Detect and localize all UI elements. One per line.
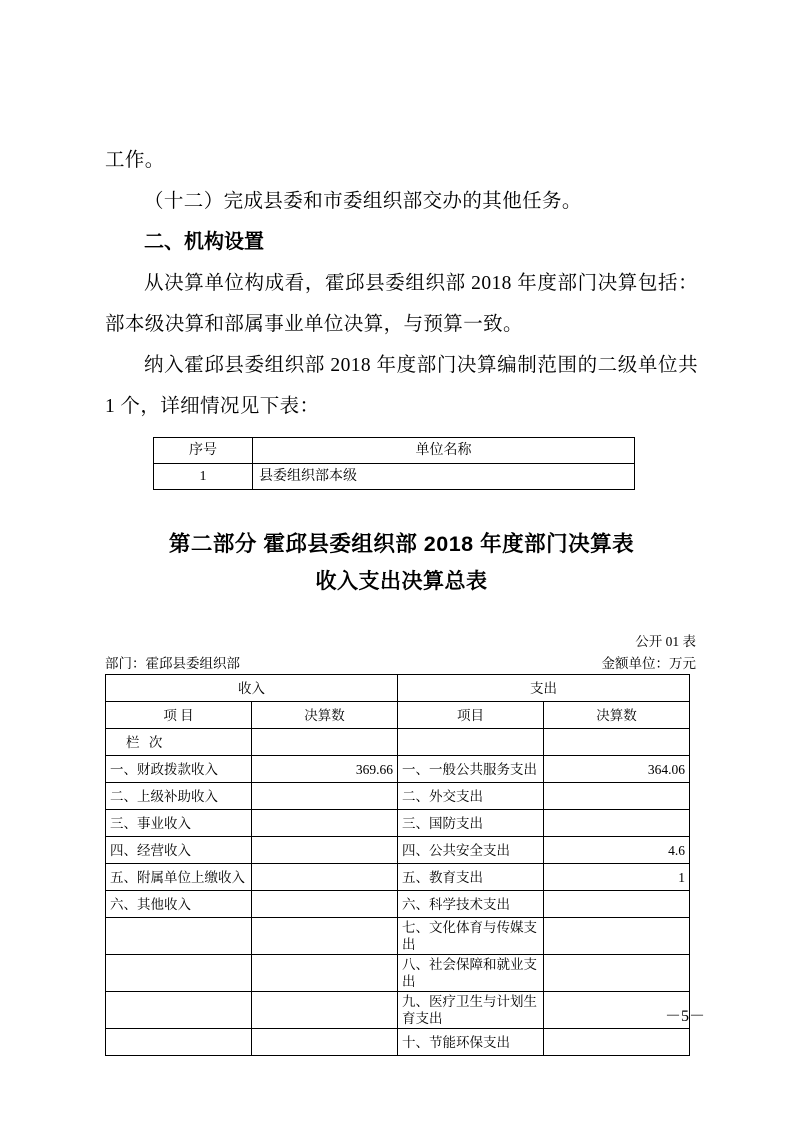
table-row: [106, 955, 690, 992]
table-row: [106, 992, 690, 1029]
income-item: 二、上级补助收入: [106, 783, 252, 810]
income-value: [252, 810, 398, 837]
table-row: [106, 891, 690, 918]
expense-item: 三、国防支出: [398, 810, 544, 837]
col-header-income-value: 决算数: [252, 702, 398, 729]
table-row: [106, 783, 690, 810]
expense-value: [544, 891, 690, 918]
table-row-subheader: [106, 729, 690, 756]
page-title: 第二部分 霍邱县委组织部 2018 年度部门决算表: [168, 532, 635, 556]
expense-item: 六、科学技术支出: [398, 891, 544, 918]
expense-value: [544, 955, 690, 992]
income-item: 三、事业收入: [106, 810, 252, 837]
expense-item: 八、社会保障和就业支出: [398, 955, 544, 992]
expense-value: 4.6: [544, 837, 690, 864]
paragraph-composition: 从决算单位构成看，霍邱县委组织部 2018 年度部门决算包括：部本级决算和部属事业单位决算，与预算一致。: [105, 273, 698, 335]
page-number: －5－: [664, 1008, 705, 1025]
subheader-income-value: [252, 729, 398, 756]
table-row: [154, 464, 635, 490]
income-item: [106, 918, 252, 955]
expense-value: [544, 810, 690, 837]
income-item: 五、附属单位上缴收入: [106, 864, 252, 891]
income-value: [252, 837, 398, 864]
income-item: 六、其他收入: [106, 891, 252, 918]
unit-table: [153, 437, 635, 490]
subheader-expense-item: [398, 729, 544, 756]
income-item: [106, 992, 252, 1029]
income-value: [252, 918, 398, 955]
expense-item: 四、公共安全支出: [398, 837, 544, 864]
expense-value: [544, 1029, 690, 1056]
expense-item: 一、一般公共服务支出: [398, 756, 544, 783]
expense-item: 二、外交支出: [398, 783, 544, 810]
expense-item: 十、节能环保支出: [398, 1029, 544, 1056]
income-value: [252, 992, 398, 1029]
paragraph-scope: 纳入霍邱县委组织部 2018 年度部门决算编制范围的二级单位共 1 个，详细情况见下表：: [105, 355, 698, 417]
income-value: 369.66: [252, 756, 398, 783]
table-row: [106, 864, 690, 891]
department-label: 部门：霍邱县委组织部: [105, 656, 240, 671]
expense-item: 七、文化体育与传媒支出: [398, 918, 544, 955]
income-item: [106, 1029, 252, 1056]
paragraph-work: 工作。: [105, 150, 165, 171]
subheader-expense-value: [544, 729, 690, 756]
amount-unit-label: 金额单位：万元: [601, 656, 696, 671]
income-value: [252, 864, 398, 891]
table-row: [154, 438, 635, 464]
subheader-column-label: 栏 次: [106, 729, 252, 756]
group-header-expense: 支出: [398, 675, 690, 702]
table-meta: [105, 630, 698, 674]
income-value: [252, 783, 398, 810]
expense-item: 五、教育支出: [398, 864, 544, 891]
section-heading-organization: 二、机构设置: [144, 231, 264, 253]
unit-table-cell-no: 1: [154, 464, 253, 490]
income-item: 四、经营收入: [106, 837, 252, 864]
income-value: [252, 955, 398, 992]
unit-table-cell-name: 县委组织部本级: [253, 464, 635, 490]
expense-value: 1: [544, 864, 690, 891]
income-item: [106, 955, 252, 992]
table-row: [106, 918, 690, 955]
income-value: [252, 891, 398, 918]
col-header-expense-value: 决算数: [544, 702, 690, 729]
group-header-income: 收入: [106, 675, 398, 702]
form-number: 公开 01 表: [635, 634, 696, 649]
table-row: [106, 1029, 690, 1056]
expense-item: 九、医疗卫生与计划生育支出: [398, 992, 544, 1029]
table-row: [106, 837, 690, 864]
expense-value: [544, 783, 690, 810]
unit-table-header-no: 序号: [154, 438, 253, 464]
income-item: 一、财政拨款收入: [106, 756, 252, 783]
paragraph-item-twelve: （十二）完成县委和市委组织部交办的其他任务。: [144, 191, 582, 212]
income-value: [252, 1029, 398, 1056]
table-row-group-header: [106, 675, 690, 702]
col-header-expense-item: 项目: [398, 702, 544, 729]
table-row: [106, 810, 690, 837]
revenue-expenditure-table: [105, 674, 690, 1056]
expense-value: 364.06: [544, 756, 690, 783]
expense-value: [544, 918, 690, 955]
table-row: [106, 756, 690, 783]
table-row-column-header: [106, 702, 690, 729]
unit-table-header-name: 单位名称: [253, 438, 635, 464]
col-header-income-item: 项 目: [106, 702, 252, 729]
page-subtitle: 收入支出决算总表: [315, 570, 488, 593]
